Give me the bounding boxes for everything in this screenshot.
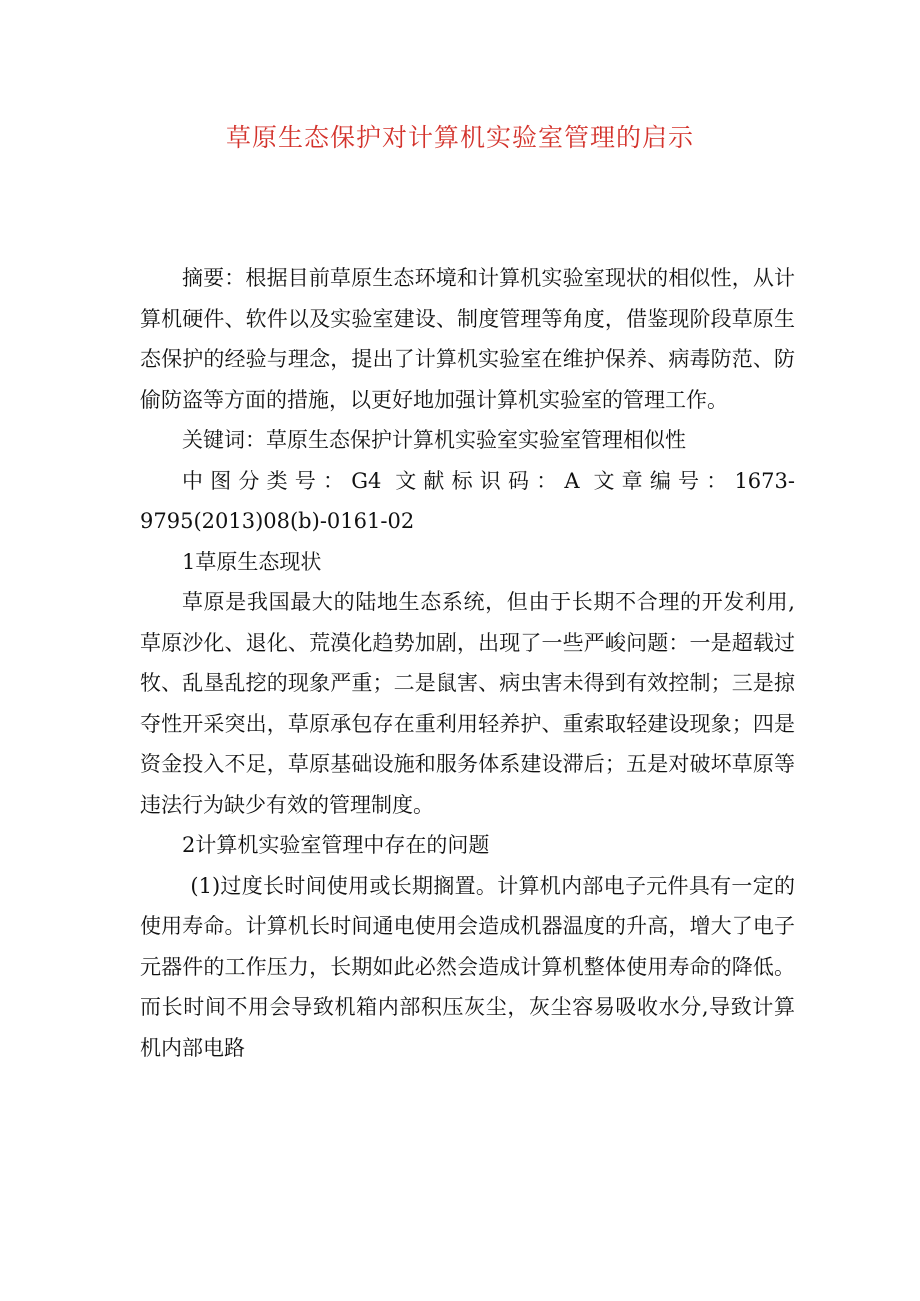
document-body: [140, 258, 795, 1068]
keywords-paragraph: 关键词：草原生态保护计算机实验室实验室管理相似性: [182, 428, 686, 452]
section-2-paragraph: (1)过度长时间使用或长期搁置。计算机内部电子元件具有一定的使用寿命。计算机长时间通电使用会造成机器温度的升高，增大了电子元器件的工作压力，长期如此必然会造成计算机整体使用寿命的降低。而长时间不用会导致机箱内部积压灰尘，灰尘容易吸收水分,导致计算机内部电路: [140, 873, 795, 1060]
section-heading-2: 2计算机实验室管理中存在的问题: [182, 833, 490, 857]
document-title: 草原生态保护对计算机实验室管理的启示: [225, 123, 694, 152]
classification-paragraph: 中图分类号：G4 文献标识码：A 文章编号：1673-9795(2013)08(b)-0161-02: [140, 468, 795, 533]
section-1-paragraph: 草原是我国最大的陆地生态系统，但由于长期不合理的开发利用,草原沙化、退化、荒漠化趋势加剧，出现了一些严峻问题：一是超载过牧、乱垦乱挖的现象严重；二是鼠害、病虫害未得到有效控制；三是掠夺性开采突出，草原承包存在重利用轻养护、重索取轻建设现象；四是资金投入不足，草原基础设施和服务体系建设滞后；五是对破坏草原等违法行为缺少有效的管理制度。: [140, 590, 795, 817]
section-heading-1: 1草原生态现状: [182, 549, 322, 574]
abstract-paragraph: 摘要：根据目前草原生态环境和计算机实验室现状的相似性，从计算机硬件、软件以及实验室建设、制度管理等角度，借鉴现阶段草原生态保护的经验与理念，提出了计算机实验室在维护保养、病毒防范、防偷防盗等方面的措施，以更好地加强计算机实验室的管理工作。: [140, 266, 795, 412]
